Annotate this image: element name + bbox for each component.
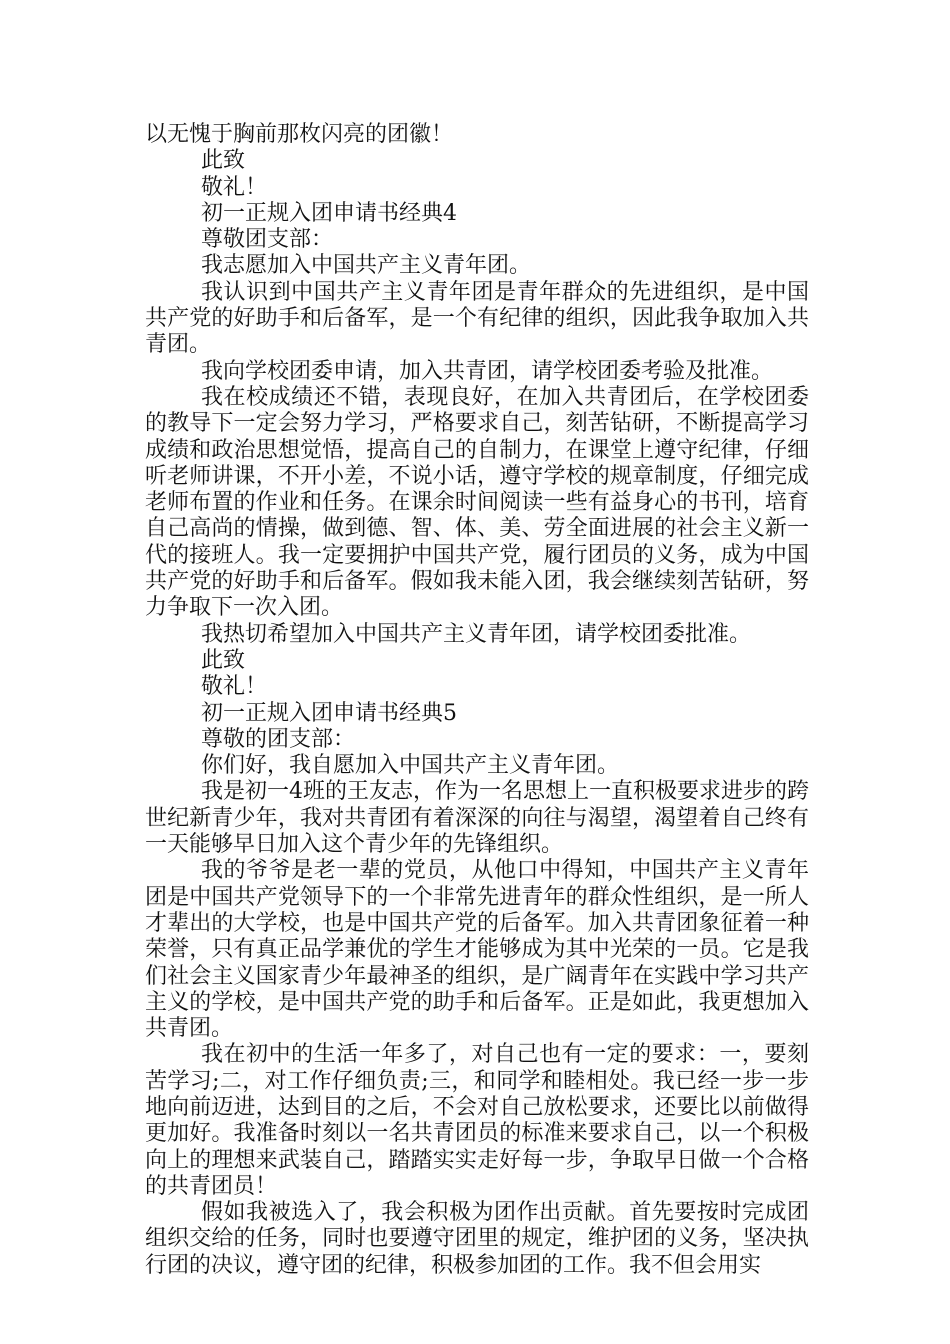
salutation-4: 尊敬团支部： xyxy=(201,227,334,253)
paragraph-15: 你们好，我自愿加入中国共产主义青年团。 xyxy=(201,753,620,779)
paragraph-1: 以无愧于胸前那枚闪亮的团徽！ xyxy=(145,122,454,147)
document-page xyxy=(145,122,809,1279)
salutation-5: 尊敬的团支部： xyxy=(201,726,356,752)
paragraph-9: 我在校成绩还不错，表现良好，在加入共青团后，在学校团委的教导下一定会努力学习，严格要求自己，刻苦钻研，不断提高学习成绩和政治思想觉悟，提高自己的自制力，在课堂上遵守纪律，仔细听老师讲课，不开小差，不说小话，遵守学校的规章制度，仔细完成老师布置的作业和任务。在课余时间阅读一些有益身心的书刊，培育自己高尚的情操，做到德、智、体、美、劳全面进展的社会主义新一代的接班人。我一定要拥护中国共产党，履行团员的义务，成为中国共产党的好助手和后备军。假如我未能入团，我会继续刻苦钻研，努力争取下一次入团。 xyxy=(145,384,809,621)
paragraph-8: 我向学校团委申请，加入共青团，请学校团委考验及批准。 xyxy=(201,358,774,384)
paragraph-18: 我在初中的生活一年多了，对自己也有一定的要求：一，要刻苦学习;二，对工作仔细负责;三，和同学和睦相处。我已经一步一步地向前迈进，达到目的之后，不会对自己放松要求，还要比以前做得更加好。我准备时刻以一名共青团员的标准来要求自己，以一个积极向上的理想来武装自己，踏踏实实走好每一步，争取早日做一个合格的共青团员！ xyxy=(145,1042,809,1199)
paragraph-17: 我的爷爷是老一辈的党员，从他口中得知，中国共产主义青年团是中国共产党领导下的一个非常先进青年的群众性组织，是一所人才辈出的大学校，也是中国共产党的后备军。加入共青团象征着一种荣誉，只有真正品学兼优的学生才能够成为其中光荣的一员。它是我们社会主义国家青少年最神圣的组织，是广阔青年在实践中学习共产主义的学校，是中国共产党的助手和后备军。正是如此，我更想加入共青团。 xyxy=(145,858,809,1042)
paragraph-16: 我是初一4班的王友志，作为一名思想上一直积极要求进步的跨世纪新青少年，我对共青团有着深深的向往与渴望，渴望着自己终有一天能够早日加入这个青少年的先锋组织。 xyxy=(145,779,809,858)
paragraph-11: 此致 xyxy=(201,647,246,673)
paragraph-6: 我志愿加入中国共产主义青年团。 xyxy=(201,253,532,279)
paragraph-7: 我认识到中国共产主义青年团是青年群众的先进组织，是中国共产党的好助手和后备军，是一个有纪律的组织，因此我争取加入共青团。 xyxy=(145,279,809,358)
section-heading-5: 初一正规入团申请书经典5 xyxy=(201,700,457,726)
paragraph-3: 敬礼！ xyxy=(201,174,268,200)
paragraph-19: 假如我被选入了，我会积极为团作出贡献。首先要按时完成团组织交给的任务，同时也要遵守团里的规定，维护团的义务，坚决执行团的决议，遵守团的纪律，积极参加团的工作。我不但会用实 xyxy=(145,1200,809,1278)
paragraph-12: 敬礼！ xyxy=(201,674,268,700)
paragraph-2: 此致 xyxy=(201,148,246,174)
paragraph-10: 我热切希望加入中国共产主义青年团，请学校团委批准。 xyxy=(201,621,752,647)
section-heading-4: 初一正规入团申请书经典4 xyxy=(201,200,457,226)
